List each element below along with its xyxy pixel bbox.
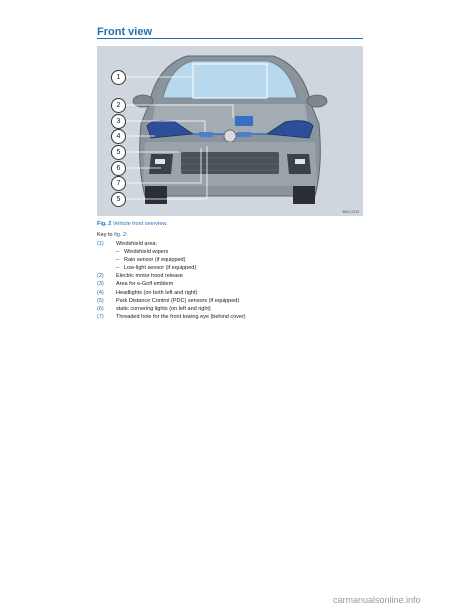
callout-1: 1 [111,70,126,85]
key-item [97,280,246,288]
key-subitem [97,264,246,272]
figure-caption [97,221,168,227]
key-subitem-text: Windshield wipers [124,249,169,256]
key-subitem [97,256,246,264]
key-item-text: Area for e-Golf emblem [116,281,174,288]
key-item [97,240,246,248]
key-intro-fig-link[interactable]: fig. 2 [114,232,127,238]
key-item-number[interactable]: (3) [97,281,104,288]
callout-5: 5 [111,145,126,160]
key-subitem [97,248,246,256]
callout-2: 2 [111,98,126,113]
vehicle-front-figure [97,46,363,216]
key-item-text: Headlights (on both left and right) [116,289,198,296]
key-item-text: Electric motor hood release [116,273,183,280]
key-subitem-dash: – [116,265,120,272]
key-intro-colon: : [126,232,128,238]
callout-6: 6 [111,161,126,176]
key-item-number[interactable]: (6) [97,305,104,312]
key-subitem-text: Low-light sensor (if equipped) [124,265,197,272]
watermark: carmanualsonline.info [333,595,421,605]
key-item-number[interactable]: (4) [97,289,104,296]
key-item-number[interactable]: (1) [97,241,104,247]
key-item [97,313,246,321]
callout-3: 3 [111,114,126,129]
key-item-number[interactable]: (5) [97,297,104,304]
title-rule [97,38,363,39]
key-item-text: Windshield area: [116,241,157,247]
vehicle-illustration [97,46,363,216]
key-subitem-dash: – [116,257,120,264]
figure-caption-label: Fig. 2 [97,221,112,227]
figure-caption-text: Vehicle front overview. [112,221,168,227]
callout-4: 4 [111,129,126,144]
key-item [97,289,246,297]
key-subitem-text: Rain sensor (if equipped) [124,257,186,264]
key-intro-text: Key to [97,232,113,238]
figure-code: BKG-0310 [342,210,359,214]
key-item-text: static cornering lights (on left and right) [116,305,211,312]
key-subitem-dash: – [116,249,120,256]
callout-7: 7 [111,176,126,191]
key-item-text: Threaded hole for the front towing eye (behind cover) [116,313,246,320]
key-list [97,240,246,321]
page-title: Front view [97,26,153,38]
key-intro [97,232,128,238]
key-item [97,305,246,313]
key-item [97,297,246,305]
key-item-text: Park Distance Control (PDC) sensors (if equipped) [116,297,240,304]
key-item-number[interactable]: (7) [97,313,104,320]
key-item [97,272,246,280]
callout-5-lower: 5 [111,192,126,207]
key-item-number[interactable]: (2) [97,273,104,280]
